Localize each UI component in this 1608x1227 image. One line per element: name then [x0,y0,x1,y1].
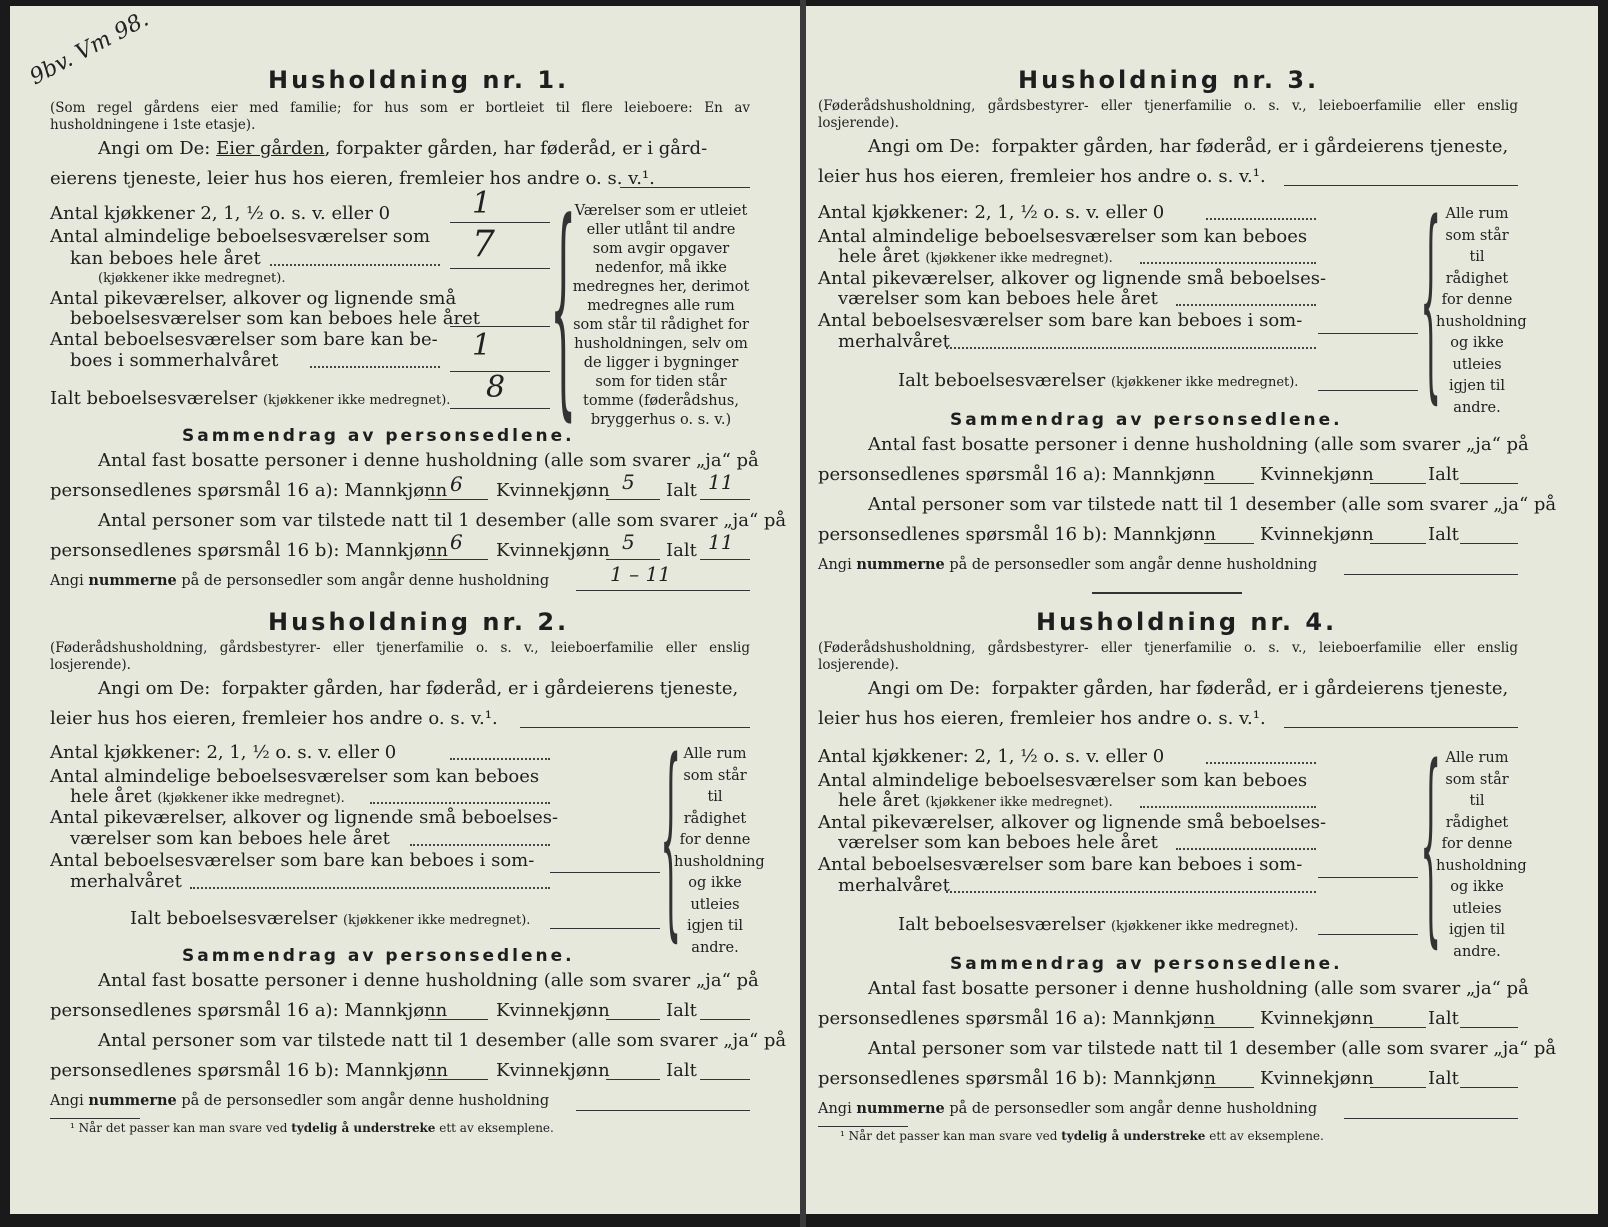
h2-s2-ialt-label: Ialt [666,1060,697,1081]
h1-s2-k-value: 5 [622,530,635,554]
h4-s1-i-line [1460,1027,1518,1028]
h1-rooms-line [450,268,550,269]
h1-s2-ialt-label: Ialt [666,540,697,561]
h1-angi-line1: Angi om De: Eier gården, forpakter gården, har føderåd, er i gård- [98,138,708,159]
h3-summary-s1b: personsedlenes spørsmål 16 a): Mannkjønn [818,464,1216,485]
h4-summer-dots [946,891,1316,893]
h2-summary-s1a: Antal fast bosatte personer i denne husholdning (alle som svarer „ja“ på [98,970,759,991]
h3-row-small-a: Antal pikeværelser, alkover og lignende små beboelses- [818,268,1327,289]
h1-s1-k-line [606,499,660,500]
h4-summer-line [1318,877,1418,878]
h4-summary-title: Sammendrag av personsedlene. [950,954,1343,974]
h3-side-note: Alle rum som står til rådighet for denne husholdning og ikke utleies igjen til andre. [1436,206,1527,416]
h2-summary-s1b: personsedlenes spørsmål 16 a): Mannkjønn [50,1000,448,1021]
h1-total-value: 8 [486,370,506,405]
h4-side-note: Alle rum som står til rådighet for denne husholdning og ikke utleies igjen til andre. [1436,750,1527,960]
h2-angi-line1: Angi om De: forpakter gården, har føderåd, er i gårdeierens tjeneste, [98,678,739,699]
h3-s1-kvinne-label: Kvinnekjønn [1260,464,1374,485]
h3-summary-s2a: Antal personer som var tilstede natt til 1 desember (alle som svarer „ja“ på [868,494,1557,515]
h3-title: Husholdning nr. 3. [1018,66,1320,94]
h1-row-small-b: beboelsesværelser som kan beboes hele året [70,308,480,329]
h2-s1-kvinne-label: Kvinnekjønn [496,1000,610,1021]
h1-side-brace: { [550,174,577,441]
h1-summary-s2b: personsedlenes spørsmål 16 b): Mannkjønn [50,540,449,561]
h2-row-small-a: Antal pikeværelser, alkover og lignende små beboelses- [50,807,559,828]
h3-small-dots [1176,304,1316,306]
h2-angi-line2: leier hus hos eieren, fremleier hos andre o. s. v.¹. [50,708,498,729]
h1-summary-s2a: Antal personer som var tilstede natt til 1 desember (alle som svarer „ja“ på [98,510,787,531]
h3-note: (Føderådshusholdning, gårdsbestyrer- eller tjenerfamilie o. s. v., leieboerfamilie eller enslig losjerende). [818,98,1518,131]
h3-row-rooms-b: hele året (kjøkkener ikke medregnet). [838,246,1113,267]
h1-rooms-note: (kjøkkener ikke medregnet). [98,271,286,286]
h4-angi-line1: Angi om De: forpakter gården, har føderåd, er i gårdeierens tjeneste, [868,678,1509,699]
h4-footnote-rule [818,1126,908,1127]
h4-rooms-dots [1140,806,1316,808]
margin-note: 9bv. Vm 98. [25,6,153,91]
h2-s2-kvinne-label: Kvinnekjønn [496,1060,610,1081]
h2-row-kitchens: Antal kjøkkener: 2, 1, ½ o. s. v. eller 0 [50,742,397,763]
h2-s1-i-line [700,1019,750,1020]
h1-s1-i-value: 11 [708,470,734,494]
h4-summary-s1b: personsedlenes spørsmål 16 a): Mannkjønn [818,1008,1216,1029]
h1-s1-k-value: 5 [622,470,635,494]
h3-angi-answer-line [1284,185,1518,186]
h1-summary-title: Sammendrag av personsedlene. [182,426,575,446]
h2-s2-i-line [700,1079,750,1080]
h4-note: (Føderådshusholdning, gårdsbestyrer- eller tjenerfamilie o. s. v., leieboerfamilie eller enslig losjerende). [818,640,1518,673]
h4-row-total: Ialt beboelsesværelser (kjøkkener ikke medregnet). [898,914,1299,935]
h1-summer-value: 1 [472,328,492,363]
h3-row-rooms-a: Antal almindelige beboelsesværelser som kan beboes [818,226,1308,247]
h2-row-rooms-a: Antal almindelige beboelsesværelser som kan beboes [50,766,540,787]
h1-side-note: Værelser som er utleiet eller utlånt til andre som avgir opgaver nedenfor, må ikke medregnes her, derimot medregnes alle rum som står til rådighet for husholdningen, selv om de ligger i bygninger som for tiden står tomme (føderådshus, bryggerhus o. s. v.) [572,203,750,428]
h2-summary-s2a: Antal personer som var tilstede natt til 1 desember (alle som svarer „ja“ på [98,1030,787,1051]
h4-side-brace: { [1420,721,1442,966]
h1-numbers-row: Angi nummerne på de personsedler som angår denne husholdning [50,572,550,589]
h1-row-rooms-b: kan beboes hele året [70,248,261,269]
h1-row-small-a: Antal pikeværelser, alkover og lignende små [50,288,457,309]
left-page [10,6,800,1214]
h1-kitchens-line [450,222,550,223]
h1-row-rooms-a: Antal almindelige beboelsesværelser som [50,226,431,247]
h1-s2-m-line [428,559,488,560]
h2-row-summer-b: merhalvåret [70,871,182,892]
h4-small-dots [1176,848,1316,850]
h2-row-rooms-b: hele året (kjøkkener ikke medregnet). [70,786,345,807]
h1-row-summer-b: boes i sommerhalvåret [70,350,279,371]
h2-summary-title: Sammendrag av personsedlene. [182,946,575,966]
h2-title: Husholdning nr. 2. [268,608,570,636]
h2-summer-dots [190,887,550,889]
h1-s2-i-line [700,559,750,560]
h3-row-total: Ialt beboelsesværelser (kjøkkener ikke medregnet). [898,370,1299,391]
h4-s2-i-line [1460,1087,1518,1088]
h1-s1-ialt-label: Ialt [666,480,697,501]
h2-footnote-rule [50,1118,140,1119]
h2-summary-s2b: personsedlenes spørsmål 16 b): Mannkjønn [50,1060,449,1081]
h1-s1-i-line [700,499,750,500]
h2-numbers-row: Angi nummerne på de personsedler som angår denne husholdning [50,1092,550,1109]
h3-s2-m-line [1204,543,1254,544]
h2-summer-line [550,872,660,873]
h3-s2-k-line [1370,543,1426,544]
h3-rooms-dots [1140,262,1316,264]
h2-row-small-b: værelser som kan beboes hele året [70,828,390,849]
h3-summer-line [1318,333,1418,334]
h1-summary-s1b: personsedlenes spørsmål 16 a): Mannkjønn [50,480,448,501]
h4-s1-k-line [1370,1027,1426,1028]
h2-total-line [550,928,660,929]
h3-numbers-row: Angi nummerne på de personsedler som angår denne husholdning [818,556,1318,573]
h1-s2-i-value: 11 [708,530,734,554]
h4-row-rooms-a: Antal almindelige beboelsesværelser som kan beboes [818,770,1308,791]
h4-numbers-row: Angi nummerne på de personsedler som angår denne husholdning [818,1100,1318,1117]
h4-kitchens-dots [1206,762,1316,764]
h2-s1-ialt-label: Ialt [666,1000,697,1021]
h3-row-summer-a: Antal beboelsesværelser som bare kan beboes i som- [818,310,1303,331]
h2-s1-m-line [428,1019,488,1020]
h4-footnote: ¹ Når det passer kan man svare ved tydelig å understreke ett av eksemplene. [840,1129,1324,1143]
h3-kitchens-dots [1206,218,1316,220]
h2-row-summer-a: Antal beboelsesværelser som bare kan beboes i som- [50,850,535,871]
h1-small-line [450,326,550,327]
h1-rooms-value: 7 [472,224,495,265]
h1-note: (Som regel gårdens eier med familie; for hus som er bortleiet til flere leieboere: En av husholdningene i 1ste etasje). [50,100,750,133]
h1-rooms-dots [270,264,440,266]
h3-s1-k-line [1370,483,1426,484]
h2-kitchens-dots [450,758,550,760]
h1-s2-kvinne-label: Kvinnekjønn [496,540,610,561]
h4-angi-answer-line [1284,727,1518,728]
h1-s2-k-line [606,559,660,560]
h3-row-kitchens: Antal kjøkkener: 2, 1, ½ o. s. v. eller 0 [818,202,1165,223]
h1-summer-dots [310,366,440,368]
h4-row-kitchens: Antal kjøkkener: 2, 1, ½ o. s. v. eller 0 [818,746,1165,767]
h3-row-small-b: værelser som kan beboes hele året [838,288,1158,309]
h1-title: Husholdning nr. 1. [268,66,570,94]
h1-angi-line2: eierens tjeneste, leier hus hos eieren, fremleier hos andre o. s. v.¹. [50,168,655,189]
h3-s1-ialt-label: Ialt [1428,464,1459,485]
h4-s2-k-line [1370,1087,1426,1088]
h3-s2-i-line [1460,543,1518,544]
h4-s2-ialt-label: Ialt [1428,1068,1459,1089]
h1-s2-m-value: 6 [450,530,463,554]
h4-s2-kvinne-label: Kvinnekjønn [1260,1068,1374,1089]
h1-kitchens-value: 1 [472,186,492,221]
h3-side-brace: { [1420,177,1442,422]
h2-small-dots [410,844,550,846]
h1-row-summer-a: Antal beboelsesværelser som bare kan be- [50,329,438,350]
h4-numbers-line [1344,1118,1518,1119]
h2-note: (Føderådshusholdning, gårdsbestyrer- eller tjenerfamilie o. s. v., leieboerfamilie eller enslig losjerende). [50,640,750,673]
h1-summary-s1a: Antal fast bosatte personer i denne husholdning (alle som svarer „ja“ på [98,450,759,471]
h4-row-rooms-b: hele året (kjøkkener ikke medregnet). [838,790,1113,811]
h1-row-kitchens: Antal kjøkkener 2, 1, ½ o. s. v. eller 0 [50,203,391,224]
h3-summary-s2b: personsedlenes spørsmål 16 b): Mannkjønn [818,524,1217,545]
h3-summary-s1a: Antal fast bosatte personer i denne husholdning (alle som svarer „ja“ på [868,434,1529,455]
h2-s1-k-line [606,1019,660,1020]
h4-s2-m-line [1204,1087,1254,1088]
h4-row-summer-a: Antal beboelsesværelser som bare kan beboes i som- [818,854,1303,875]
h2-angi-answer-line [520,727,750,728]
h1-s1-m-value: 6 [450,472,463,496]
h3-s2-kvinne-label: Kvinnekjønn [1260,524,1374,545]
h2-row-total: Ialt beboelsesværelser (kjøkkener ikke medregnet). [130,908,531,929]
h1-angi-underlined: Eier gården [216,138,325,159]
h4-row-summer-b: merhalvåret [838,875,950,896]
h3-angi-line1: Angi om De: forpakter gården, har føderåd, er i gårdeierens tjeneste, [868,136,1509,157]
h3-summary-title: Sammendrag av personsedlene. [950,410,1343,430]
h4-s1-kvinne-label: Kvinnekjønn [1260,1008,1374,1029]
section-divider [1092,592,1242,594]
h3-s1-m-line [1204,483,1254,484]
h3-numbers-line [1344,574,1518,575]
h1-row-total: Ialt beboelsesværelser (kjøkkener ikke medregnet). [50,388,451,409]
h3-s1-i-line [1460,483,1518,484]
h4-summary-s2b: personsedlenes spørsmål 16 b): Mannkjønn [818,1068,1217,1089]
h2-numbers-line [576,1110,750,1111]
h3-total-line [1318,390,1418,391]
h4-summary-s1a: Antal fast bosatte personer i denne husholdning (alle som svarer „ja“ på [868,978,1529,999]
h4-title: Husholdning nr. 4. [1036,608,1338,636]
h3-s2-ialt-label: Ialt [1428,524,1459,545]
h1-s1-m-line [428,499,488,500]
h1-total-line [450,408,550,409]
h3-row-summer-b: merhalvåret [838,331,950,352]
h1-numbers-value: 1 – 11 [610,562,671,586]
h4-total-line [1318,934,1418,935]
h1-numbers-line [576,590,750,591]
h3-summer-dots [946,347,1316,349]
h2-rooms-dots [370,802,550,804]
h2-side-note: Alle rum som står til rådighet for denne husholdning og ikke utleies igjen til andre. [674,746,765,956]
h4-angi-line2: leier hus hos eieren, fremleier hos andre o. s. v.¹. [818,708,1266,729]
h2-footnote: ¹ Når det passer kan man svare ved tydelig å understreke ett av eksemplene. [70,1121,554,1135]
h1-angi-answer-line [620,187,750,188]
h2-s2-m-line [428,1079,488,1080]
h1-s1-kvinne-label: Kvinnekjønn [496,480,610,501]
h4-row-small-a: Antal pikeværelser, alkover og lignende små beboelses- [818,812,1327,833]
h4-summary-s2a: Antal personer som var tilstede natt til 1 desember (alle som svarer „ja“ på [868,1038,1557,1059]
h2-s2-k-line [606,1079,660,1080]
h3-angi-line2: leier hus hos eieren, fremleier hos andre o. s. v.¹. [818,166,1266,187]
h2-side-brace: { [660,715,682,960]
h4-row-small-b: værelser som kan beboes hele året [838,832,1158,853]
h4-s1-m-line [1204,1027,1254,1028]
right-page [806,6,1598,1214]
h4-s1-ialt-label: Ialt [1428,1008,1459,1029]
